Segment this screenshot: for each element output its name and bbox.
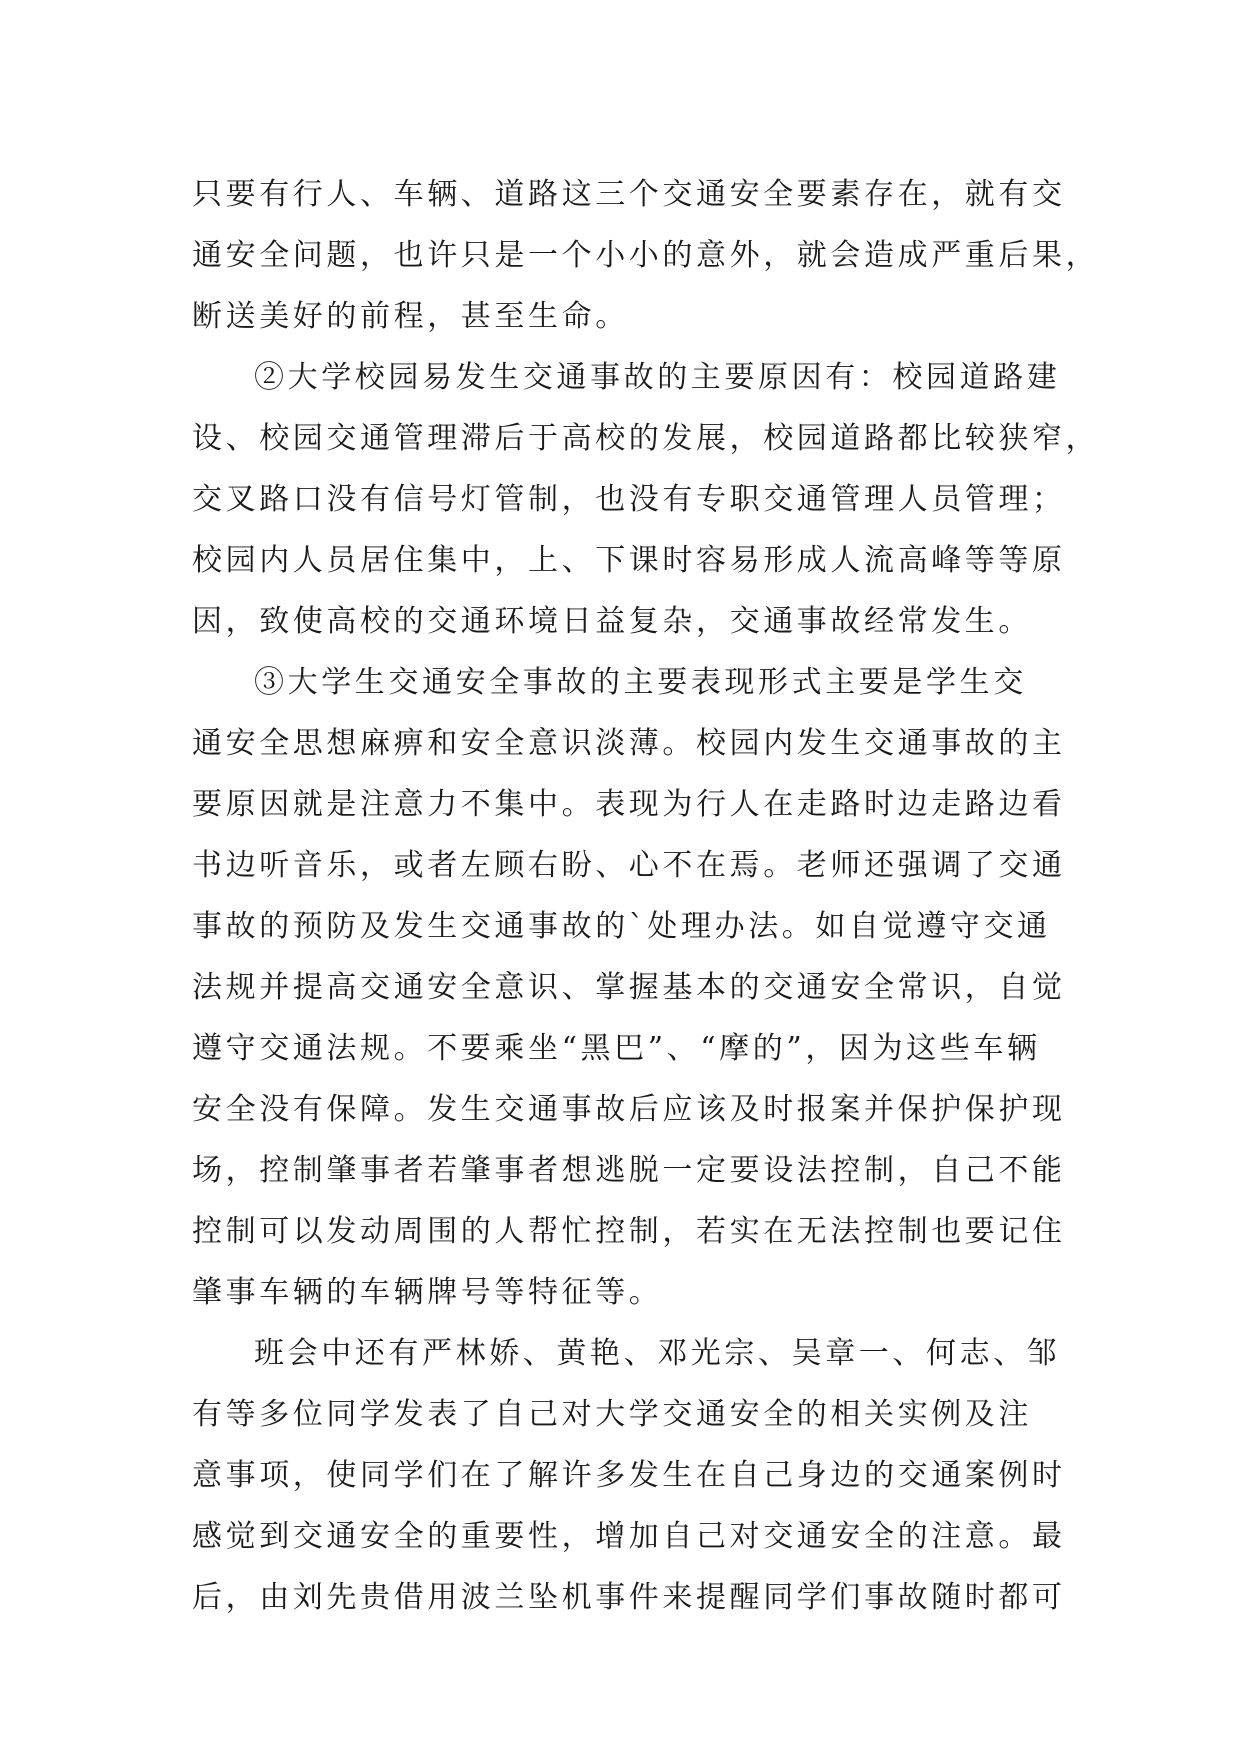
paragraph-intro-continuation [192, 164, 1100, 347]
text-line: 通安全思想麻痹和安全意识淡薄。校园内发生交通事故的主 [192, 726, 1066, 761]
paragraph-point-3 [192, 652, 1066, 1323]
text-line: 因，致使高校的交通环境日益复杂，交通事故经常发生。 [192, 604, 1032, 639]
text-line: 要原因就是注意力不集中。表现为行人在走路时边走路边看 [192, 787, 1066, 822]
text-line: ②大学校园易发生交通事故的主要原因有：校园道路建 [254, 360, 1061, 395]
text-line: 书边听音乐，或者左顾右盼、心不在焉。老师还强调了交通 [192, 848, 1066, 883]
text-line: 断送美好的前程，甚至生命。 [192, 299, 629, 334]
text-line: 通安全问题，也许只是一个小小的意外，就会造成严重后果， [192, 238, 1100, 273]
text-line: 控制可以发动周围的人帮忙控制，若实在无法控制也要记住 [192, 1214, 1066, 1249]
text-line: 有等多位同学发表了自己对大学交通安全的相关实例及注 [192, 1397, 1032, 1432]
text-line: ③大学生交通安全事故的主要表现形式主要是学生交 [254, 665, 1027, 700]
text-line: 班会中还有严林娇、黄艳、邓光宗、吴章一、何志、邹 [254, 1336, 1061, 1371]
text-line: 设、校园交通管理滞后于高校的发展，校园道路都比较狭窄， [192, 421, 1100, 456]
paragraph-class-meeting [192, 1323, 1066, 1628]
text-line: 肇事车辆的车辆牌号等特征等。 [192, 1275, 663, 1310]
text-line: 后，由刘先贵借用波兰坠机事件来提醒同学们事故随时都可 [192, 1580, 1066, 1615]
text-line: 交叉路口没有信号灯管制，也没有专职交通管理人员管理； [192, 482, 1066, 517]
text-line: 只要有行人、车辆、道路这三个交通安全要素存在，就有交 [192, 177, 1066, 212]
text-line: 安全没有保障。发生交通事故后应该及时报案并保护保护现 [192, 1092, 1066, 1127]
text-line: 事故的预防及发生交通事故的`处理办法。如自觉遵守交通 [192, 909, 1051, 944]
document-body [192, 164, 1100, 1628]
text-line: 遵守交通法规。不要乘坐“黑巴”、“摩的”，因为这些车辆 [192, 1031, 1041, 1066]
text-line: 意事项，使同学们在了解许多发生在自己身边的交通案例时 [192, 1458, 1066, 1493]
text-line: 法规并提高交通安全意识、掌握基本的交通安全常识，自觉 [192, 970, 1066, 1005]
paragraph-point-2 [192, 347, 1100, 652]
text-line: 感觉到交通安全的重要性，增加自己对交通安全的注意。最 [192, 1519, 1066, 1554]
text-line: 校园内人员居住集中，上、下课时容易形成人流高峰等等原 [192, 543, 1066, 578]
text-line: 场，控制肇事者若肇事者想逃脱一定要设法控制，自己不能 [192, 1153, 1066, 1188]
